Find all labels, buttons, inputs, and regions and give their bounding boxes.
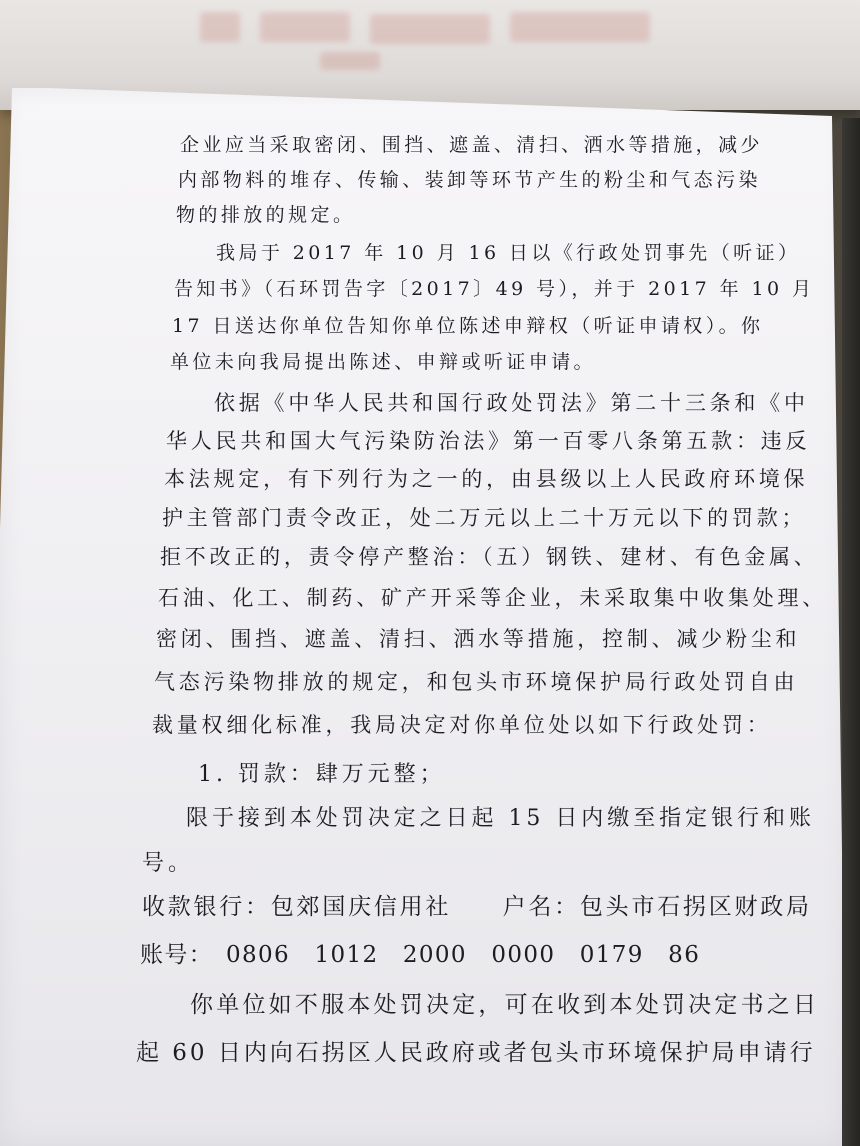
- text-line: 限于接到本处罚决定之日起 15 日内缴至指定银行和账: [186, 806, 815, 831]
- text-line: 护主管部门责令改正，处二万元以上二十万元以下的罚款；: [162, 506, 807, 530]
- text-line: 拒不改正的，责令停产整治：（五）钢铁、建材、有色金属、: [160, 545, 819, 569]
- text-line: 收款银行：包郊国庆信用社 户名：包头市石拐区财政局: [142, 894, 812, 920]
- text-line: 密闭、围挡、遮盖、清扫、洒水等措施，控制、减少粉尘和: [156, 627, 801, 651]
- text-line: 裁量权细化标准，我局决定对你单位处以如下行政处罚：: [152, 713, 772, 737]
- text-line: 本法规定，有下列行为之一的，由县级以上人民政府环境保: [164, 467, 809, 491]
- text-line: 华人民共和国大气污染防治法》第一百零八条第五款：违反: [166, 429, 811, 453]
- text-line: 企业应当采取密闭、围挡、遮盖、清扫、洒水等措施，减少: [180, 134, 763, 156]
- text-line: 1. 罚款：肆万元整；: [198, 762, 446, 787]
- text-line: 单位未向我局提出陈述、申辩或听证申请。: [170, 351, 596, 373]
- text-line: 依据《中华人民共和国行政处罚法》第二十三条和《中: [214, 391, 809, 415]
- text-line: 告知书》（石环罚告字〔2017〕49 号），并于 2017 年 10 月: [174, 278, 815, 300]
- text-line: 内部物料的堆存、传输、装卸等环节产生的粉尘和气态污染: [178, 169, 761, 191]
- text-line: 你单位如不服本处罚决定，可在收到本处罚决定书之日: [190, 992, 820, 1018]
- text-line: 起 60 日内向石拐区人民政府或者包头市环境保护局申请行: [136, 1040, 816, 1066]
- text-line: 我局于 2017 年 10 月 16 日以《行政处罚事先（听证）: [216, 242, 801, 264]
- text-line: 石油、化工、制药、矿产开采等企业，未采取集中收集处理、: [158, 586, 828, 610]
- text-line: 17 日送达你单位告知你单位陈述申辩权（听证申请权）。你: [172, 315, 764, 337]
- text-line: 气态污染物排放的规定，和包头市环境保护局行政处罚自由: [154, 670, 799, 694]
- text-line: 物的排放的规定。: [176, 204, 356, 226]
- text-line: 号。: [142, 851, 194, 876]
- text-line: 账号： 0806 1012 2000 0000 0179 86: [140, 942, 701, 968]
